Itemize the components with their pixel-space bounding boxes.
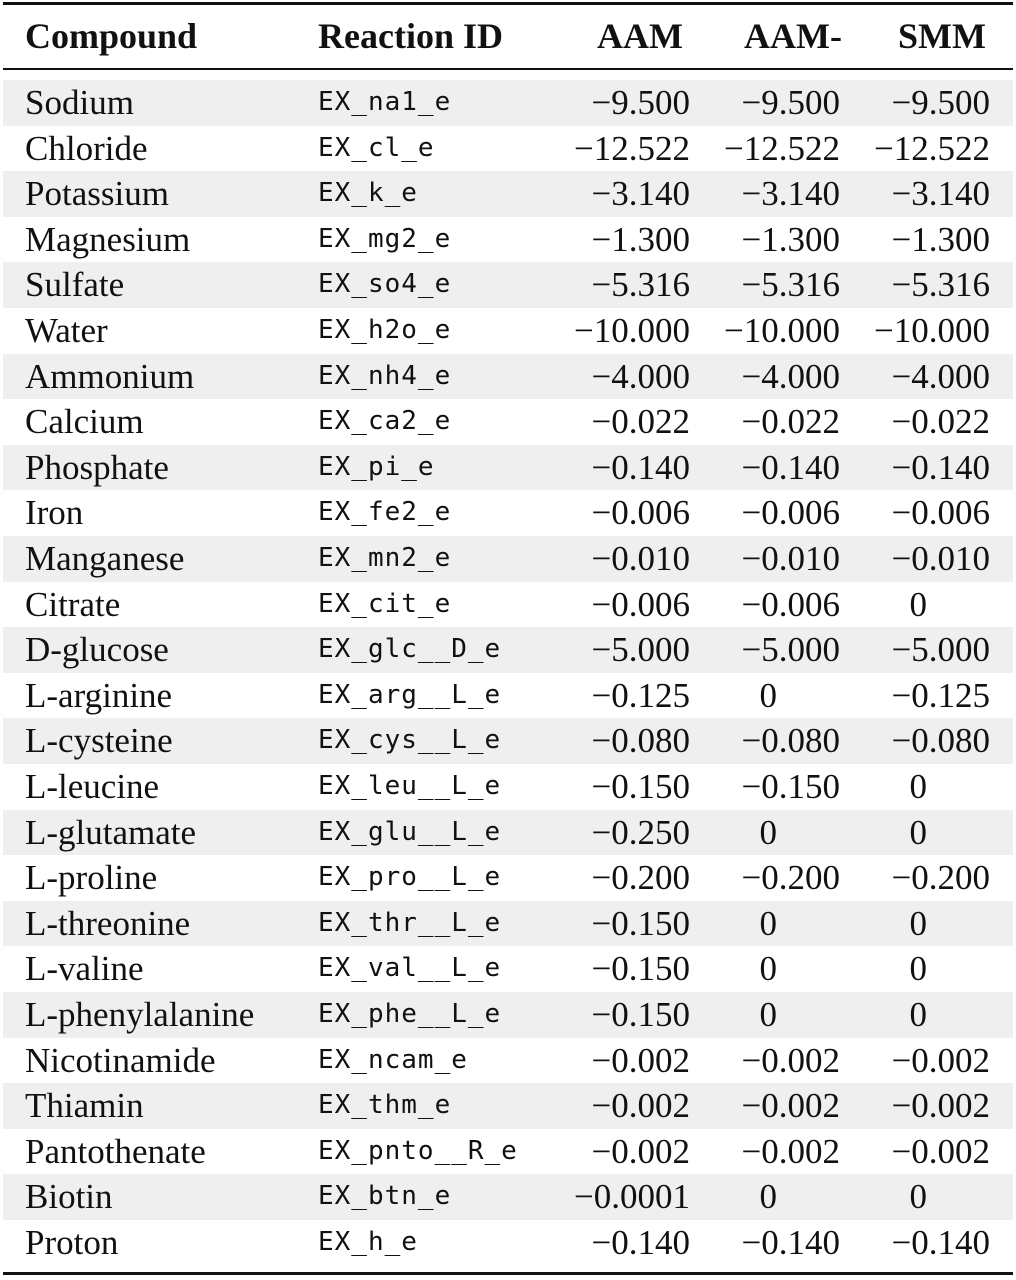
- compound-cell: Citrate: [25, 584, 121, 624]
- table-row: [3, 582, 1013, 628]
- table-row: [3, 810, 1013, 856]
- table-row: [3, 536, 1013, 582]
- table-row: [3, 80, 1013, 126]
- reaction-id-cell: EX_leu__L_e: [318, 771, 502, 801]
- compound-cell: L-valine: [25, 949, 144, 989]
- compound-cell: Nicotinamide: [25, 1040, 216, 1080]
- aam-minus-value-cell: 0: [759, 903, 777, 943]
- aam-value-cell: −5.000: [591, 630, 690, 670]
- aam-minus-value-cell: −4.000: [741, 356, 840, 396]
- aam-value-cell: −1.300: [591, 219, 690, 259]
- smm-value-cell: −1.300: [891, 219, 990, 259]
- table-row: [3, 673, 1013, 719]
- aam-value-cell: −0.006: [591, 584, 690, 624]
- aam-minus-value-cell: 0: [759, 1177, 777, 1217]
- reaction-id-cell: EX_h2o_e: [318, 315, 452, 345]
- table-row: [3, 1220, 1013, 1266]
- aam-value-cell: −0.250: [591, 812, 690, 852]
- table-header-row: [3, 10, 1013, 62]
- compound-cell: Pantothenate: [25, 1131, 206, 1171]
- compound-cell: Ammonium: [25, 356, 195, 396]
- table-row: [3, 946, 1013, 992]
- aam-minus-value-cell: −0.010: [741, 539, 840, 578]
- table-row: [3, 445, 1013, 491]
- bottom-rule: [3, 1272, 1013, 1275]
- table-row: [3, 217, 1013, 263]
- reaction-id-cell: EX_h_e: [318, 1227, 418, 1257]
- smm-value-cell: 0: [909, 767, 927, 806]
- aam-value-cell: −0.006: [591, 493, 690, 533]
- reaction-id-cell: EX_na1_e: [318, 87, 452, 117]
- compound-cell: L-phenylalanine: [25, 995, 255, 1034]
- aam-value-cell: −0.002: [591, 1040, 690, 1080]
- reaction-id-cell: EX_thm_e: [318, 1090, 452, 1121]
- reaction-id-cell: EX_ncam_e: [318, 1044, 468, 1075]
- smm-value-cell: −0.080: [891, 721, 990, 761]
- table-row: [3, 262, 1013, 308]
- smm-value-cell: −0.006: [891, 493, 990, 533]
- aam-minus-value-cell: −0.140: [741, 447, 840, 487]
- reaction-id-cell: EX_pi_e: [318, 451, 435, 482]
- table-row: [3, 171, 1013, 217]
- compound-cell: Water: [25, 311, 108, 350]
- aam-minus-value-cell: −1.300: [741, 219, 840, 259]
- reaction-id-cell: EX_fe2_e: [318, 497, 452, 528]
- smm-value-cell: 0: [909, 812, 927, 852]
- header-smm: SMM: [898, 16, 986, 56]
- reaction-id-cell: EX_cit_e: [318, 588, 452, 619]
- table-row: [3, 126, 1013, 172]
- reaction-id-cell: EX_glc__D_e: [318, 634, 502, 665]
- reaction-id-cell: EX_cys__L_e: [318, 725, 502, 756]
- smm-value-cell: −4.000: [891, 356, 990, 396]
- compound-cell: Phosphate: [25, 447, 169, 487]
- compound-cell: Sodium: [25, 83, 134, 122]
- reaction-id-cell: EX_cl_e: [318, 132, 435, 163]
- reaction-id-cell: EX_mn2_e: [318, 543, 452, 573]
- table-row: [3, 855, 1013, 901]
- aam-minus-value-cell: 0: [759, 995, 777, 1034]
- table-row: [3, 308, 1013, 354]
- compound-cell: L-glutamate: [25, 812, 197, 852]
- smm-value-cell: −12.522: [874, 128, 990, 168]
- smm-value-cell: 0: [909, 949, 927, 989]
- aam-minus-value-cell: −0.022: [741, 402, 840, 442]
- smm-value-cell: −0.002: [891, 1040, 990, 1080]
- compound-cell: L-leucine: [25, 767, 160, 806]
- aam-value-cell: −0.125: [591, 675, 690, 715]
- aam-value-cell: −4.000: [591, 356, 690, 396]
- table-row: [3, 627, 1013, 673]
- aam-minus-value-cell: −0.006: [741, 584, 840, 624]
- aam-minus-value-cell: −0.140: [741, 1223, 840, 1262]
- aam-minus-value-cell: −0.006: [741, 493, 840, 533]
- reaction-id-cell: EX_arg__L_e: [318, 679, 502, 710]
- smm-value-cell: 0: [909, 995, 927, 1034]
- compound-cell: L-arginine: [25, 675, 173, 715]
- aam-value-cell: −9.500: [591, 83, 690, 122]
- aam-minus-value-cell: −9.500: [741, 83, 840, 122]
- compound-cell: Sulfate: [25, 265, 125, 305]
- aam-value-cell: −0.140: [591, 447, 690, 487]
- smm-value-cell: −0.140: [891, 1223, 990, 1262]
- table-row: [3, 1174, 1013, 1220]
- compound-cell: Manganese: [25, 539, 185, 578]
- reaction-id-cell: EX_btn_e: [318, 1181, 452, 1212]
- table-row: [3, 1129, 1013, 1175]
- reaction-id-cell: EX_pnto__R_e: [318, 1135, 518, 1166]
- reaction-id-cell: EX_glu__L_e: [318, 816, 502, 847]
- smm-value-cell: 0: [909, 1177, 927, 1217]
- smm-value-cell: −0.125: [891, 675, 990, 715]
- aam-value-cell: −3.140: [591, 174, 690, 214]
- aam-value-cell: −0.140: [591, 1223, 690, 1262]
- compound-cell: L-proline: [25, 858, 158, 898]
- aam-value-cell: −0.150: [591, 767, 690, 806]
- data-table: [3, 0, 1013, 1280]
- table-row: [3, 490, 1013, 536]
- aam-value-cell: −12.522: [574, 128, 690, 168]
- compound-cell: D-glucose: [25, 630, 169, 670]
- reaction-id-cell: EX_ca2_e: [318, 406, 452, 437]
- reaction-id-cell: EX_k_e: [318, 178, 418, 209]
- aam-minus-value-cell: 0: [759, 949, 777, 989]
- aam-minus-value-cell: −10.000: [724, 311, 840, 350]
- aam-minus-value-cell: −3.140: [741, 174, 840, 214]
- reaction-id-cell: EX_pro__L_e: [318, 862, 502, 893]
- table-row: [3, 992, 1013, 1038]
- aam-minus-value-cell: −0.002: [741, 1086, 840, 1126]
- compound-cell: Iron: [25, 493, 84, 533]
- smm-value-cell: −0.200: [891, 858, 990, 898]
- table-row: [3, 764, 1013, 810]
- table-row: [3, 901, 1013, 947]
- smm-value-cell: 0: [909, 903, 927, 943]
- compound-cell: Thiamin: [25, 1086, 144, 1126]
- smm-value-cell: 0: [909, 584, 927, 624]
- aam-value-cell: −0.0001: [574, 1177, 690, 1217]
- aam-value-cell: −0.022: [591, 402, 690, 442]
- aam-value-cell: −0.002: [591, 1086, 690, 1126]
- compound-cell: Chloride: [25, 128, 148, 168]
- smm-value-cell: −0.022: [891, 402, 990, 442]
- smm-value-cell: −5.316: [891, 265, 990, 305]
- table-row: [3, 1038, 1013, 1084]
- header-reaction-id: Reaction ID: [318, 16, 503, 56]
- smm-value-cell: −5.000: [891, 630, 990, 670]
- aam-minus-value-cell: −5.316: [741, 265, 840, 305]
- aam-minus-value-cell: −5.000: [741, 630, 840, 670]
- reaction-id-cell: EX_mg2_e: [318, 223, 452, 254]
- compound-cell: L-cysteine: [25, 721, 173, 761]
- aam-value-cell: −0.150: [591, 903, 690, 943]
- reaction-id-cell: EX_val__L_e: [318, 953, 502, 984]
- smm-value-cell: −0.140: [891, 447, 990, 487]
- smm-value-cell: −0.002: [891, 1131, 990, 1171]
- compound-cell: Biotin: [25, 1177, 113, 1217]
- aam-minus-value-cell: −0.150: [741, 767, 840, 806]
- compound-cell: L-threonine: [25, 903, 191, 943]
- header-aam-minus: AAM-: [744, 16, 842, 56]
- compound-cell: Proton: [25, 1223, 119, 1262]
- aam-value-cell: −0.002: [591, 1131, 690, 1171]
- table-row: [3, 399, 1013, 445]
- header-rule: [3, 68, 1013, 70]
- compound-cell: Potassium: [25, 174, 169, 214]
- reaction-id-cell: EX_so4_e: [318, 269, 452, 300]
- aam-value-cell: −0.200: [591, 858, 690, 898]
- smm-value-cell: −9.500: [891, 83, 990, 122]
- header-aam: AAM: [597, 16, 683, 56]
- aam-minus-value-cell: −0.002: [741, 1040, 840, 1080]
- table-row: [3, 718, 1013, 764]
- aam-minus-value-cell: −0.200: [741, 858, 840, 898]
- aam-value-cell: −0.150: [591, 995, 690, 1034]
- reaction-id-cell: EX_phe__L_e: [318, 999, 502, 1029]
- table-row: [3, 1083, 1013, 1129]
- aam-minus-value-cell: −12.522: [724, 128, 840, 168]
- aam-minus-value-cell: −0.002: [741, 1131, 840, 1171]
- aam-minus-value-cell: 0: [759, 812, 777, 852]
- aam-value-cell: −5.316: [591, 265, 690, 305]
- aam-minus-value-cell: 0: [759, 675, 777, 715]
- aam-value-cell: −10.000: [574, 311, 690, 350]
- smm-value-cell: −10.000: [874, 311, 990, 350]
- smm-value-cell: −3.140: [891, 174, 990, 214]
- aam-value-cell: −0.150: [591, 949, 690, 989]
- header-compound: Compound: [25, 16, 198, 56]
- smm-value-cell: −0.002: [891, 1086, 990, 1126]
- smm-value-cell: −0.010: [891, 539, 990, 578]
- reaction-id-cell: EX_thr__L_e: [318, 907, 502, 938]
- aam-value-cell: −0.010: [591, 539, 690, 578]
- compound-cell: Calcium: [25, 402, 144, 442]
- reaction-id-cell: EX_nh4_e: [318, 360, 452, 391]
- aam-minus-value-cell: −0.080: [741, 721, 840, 761]
- table-row: [3, 354, 1013, 400]
- top-rule: [3, 2, 1013, 5]
- compound-cell: Magnesium: [25, 219, 191, 259]
- aam-value-cell: −0.080: [591, 721, 690, 761]
